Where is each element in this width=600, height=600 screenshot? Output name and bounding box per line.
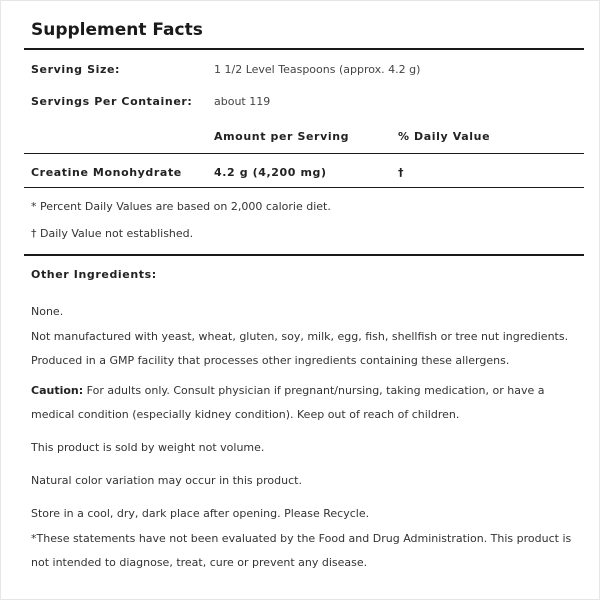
ingredient-daily-value: † [398, 166, 405, 179]
footnote-daily-values: * Percent Daily Values are based on 2,000 calorie diet. [31, 200, 331, 213]
title-divider [24, 48, 584, 50]
weight-note: This product is sold by weight not volume. [31, 441, 265, 454]
footnote-not-established: † Daily Value not established. [31, 227, 194, 240]
ingredient-name: Creatine Monohydrate [31, 166, 182, 179]
daily-value-header: % Daily Value [398, 130, 491, 143]
ingredient-divider [24, 187, 584, 188]
servings-per-container-value: about 119 [214, 95, 271, 108]
allergen-statement: Not manufactured with yeast, wheat, gluten, soy, milk, egg, fish, shellfish or tree nut ingredients. Produced in a GMP facility that processes other ingredients containing these allergens. [31, 330, 569, 367]
ingredient-amount: 4.2 g (4,200 mg) [214, 166, 327, 179]
color-note: Natural color variation may occur in this product. [31, 474, 302, 487]
serving-size-value: 1 1/2 Level Teaspoons (approx. 4.2 g) [214, 63, 421, 76]
fda-disclaimer: *These statements have not been evaluated by the Food and Drug Administration. This product is not intended to diagnose, treat, cure or prevent any disease. [31, 532, 572, 569]
servings-per-container-label: Servings Per Container: [31, 95, 193, 108]
caution-text: For adults only. Consult physician if pregnant/nursing, taking medication, or have a medical condition (especially kidney condition). Keep out of reach of children. [31, 384, 545, 421]
header-divider [24, 153, 584, 154]
footnote-divider [24, 254, 584, 256]
other-ingredients-heading: Other Ingredients: [31, 268, 157, 281]
amount-per-serving-header: Amount per Serving [214, 130, 350, 143]
caution-label: Caution: [31, 384, 84, 397]
supplement-facts-title: Supplement Facts [31, 20, 203, 40]
storage-note: Store in a cool, dry, dark place after opening. Please Recycle. [31, 507, 370, 520]
caution-statement [31, 379, 586, 427]
serving-size-label: Serving Size: [31, 63, 121, 76]
other-ingredients-value: None. [31, 305, 64, 318]
